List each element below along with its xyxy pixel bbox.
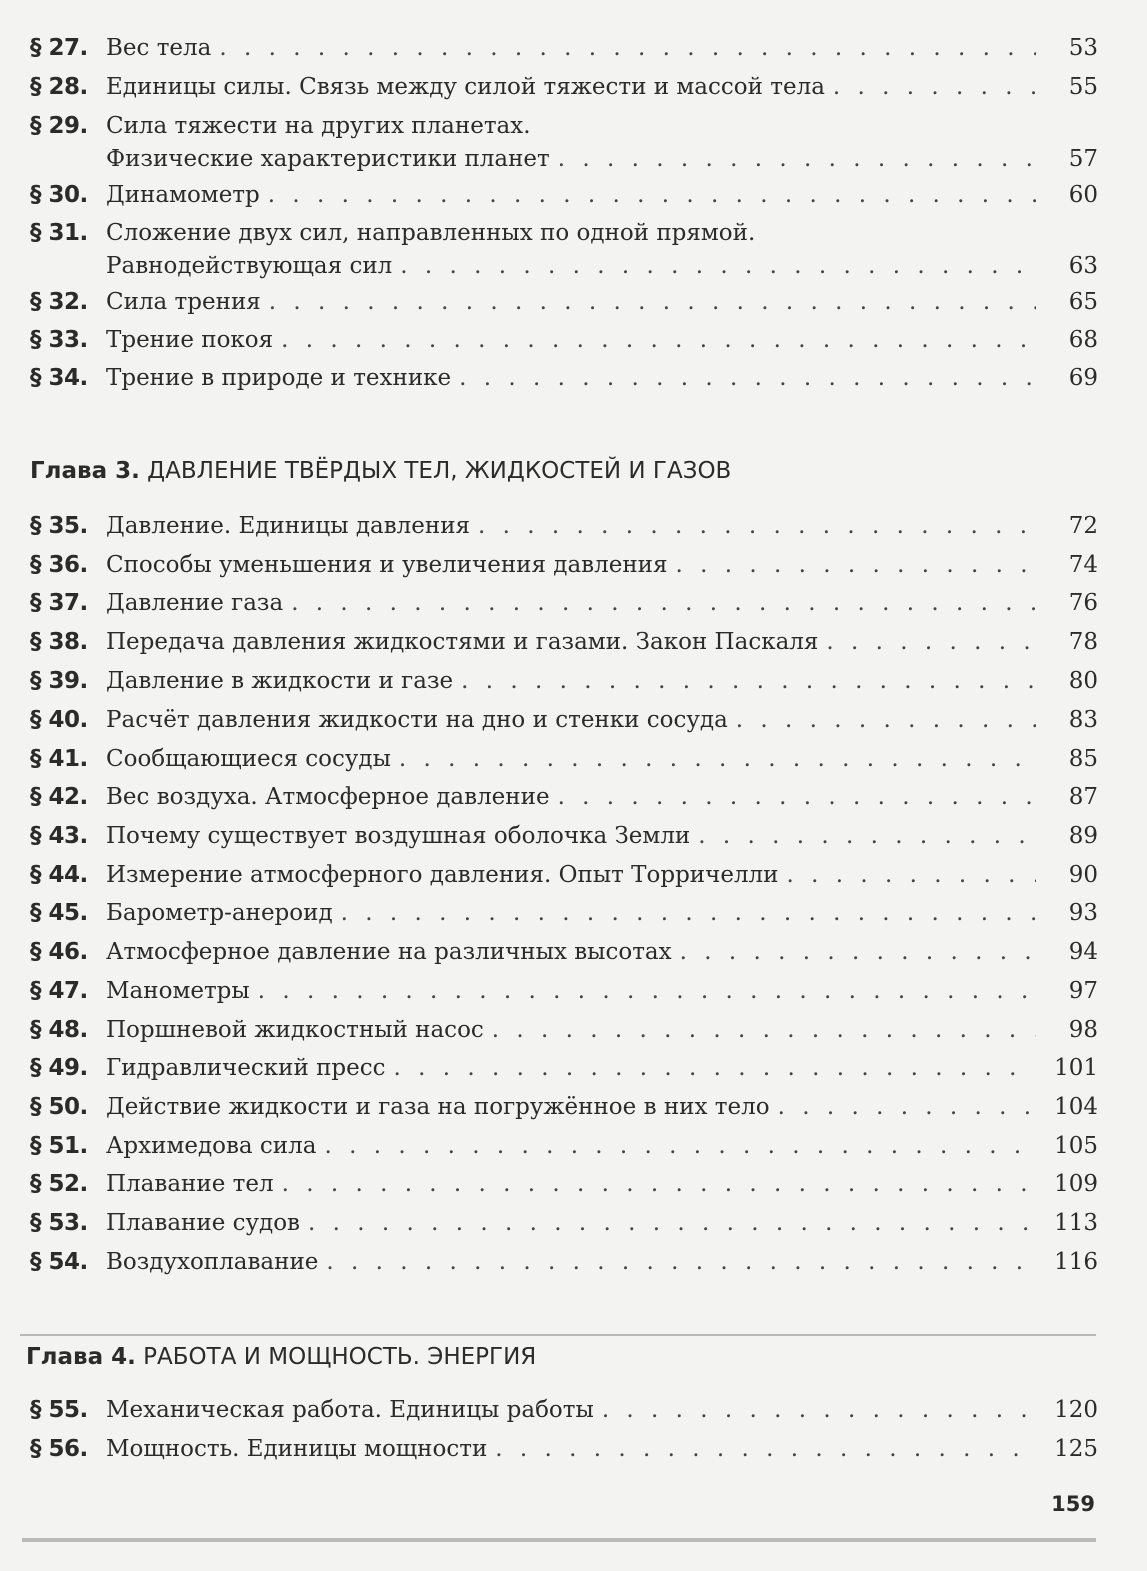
section-title: [106, 180, 1098, 213]
section-title: [106, 511, 1098, 544]
page-ref: 93: [1068, 900, 1098, 926]
section-title: [106, 218, 1098, 284]
section-number: § 56.: [30, 1436, 88, 1462]
dot-leader: [478, 511, 1036, 541]
page-ref: 90: [1068, 862, 1098, 888]
title-text: Вес воздуха. Атмосферное давление: [106, 784, 550, 810]
section-number: § 38.: [30, 629, 88, 655]
title-text: Сообщающиеся сосуды: [106, 746, 391, 772]
section-number: § 42.: [30, 784, 88, 810]
toc-entry: [30, 705, 1098, 738]
page-ref: 83: [1068, 707, 1098, 733]
dot-leader: [736, 705, 1036, 735]
toc-entry: [30, 287, 1098, 320]
dot-leader: [324, 1131, 1036, 1161]
toc-entry: [30, 1092, 1098, 1125]
title-line: [106, 1208, 1098, 1241]
dot-leader: [219, 33, 1036, 63]
page-ref: 63: [1068, 253, 1098, 279]
toc-entry: [30, 1015, 1098, 1048]
title-text: Равнодействующая сил: [106, 253, 393, 279]
title-text: Мощность. Единицы мощности: [106, 1436, 488, 1462]
title-text: Сила тяжести на других планетах.: [106, 113, 531, 139]
title-line: [106, 1131, 1098, 1164]
title-line: [106, 1015, 1098, 1048]
title-line: [106, 1169, 1098, 1202]
toc-entry: [30, 33, 1098, 66]
title-line: [106, 111, 1098, 144]
section-title: [106, 1053, 1098, 1086]
page-ref: 53: [1068, 35, 1098, 61]
section-title: [106, 744, 1098, 777]
chapter-3-title: ДАВЛЕНИЕ ТВЁРДЫХ ТЕЛ, ЖИДКОСТЕЙ И ГАЗОВ: [147, 458, 732, 484]
footer-rule: [22, 1538, 1096, 1542]
section-title: [106, 1208, 1098, 1241]
toc-entry: [30, 72, 1098, 105]
page-ref: 76: [1068, 590, 1098, 616]
page-ref: 72: [1068, 513, 1098, 539]
title-text: Сила трения: [106, 289, 261, 315]
dot-leader: [268, 180, 1036, 210]
toc-entry: [30, 180, 1098, 213]
section-title: [106, 1169, 1098, 1202]
section-title: [106, 1092, 1098, 1125]
title-text: Плавание тел: [106, 1171, 274, 1197]
title-text: Расчёт давления жидкости на дно и стенки сосуда: [106, 707, 728, 733]
title-text: Сложение двух сил, направленных по одной прямой.: [106, 220, 756, 246]
page-ref: 85: [1068, 746, 1098, 772]
dot-leader: [492, 1015, 1036, 1045]
section-number: § 50.: [30, 1094, 88, 1120]
toc-entry: [30, 1208, 1098, 1241]
chapter-3-label: Глава 3.: [30, 458, 140, 484]
dot-leader: [281, 325, 1036, 355]
section-title: [106, 898, 1098, 931]
title-line: [106, 180, 1098, 213]
title-line: [106, 287, 1098, 320]
page-ref: 74: [1068, 552, 1098, 578]
title-line: [106, 1247, 1098, 1280]
dot-leader: [399, 744, 1036, 774]
title-line: [106, 325, 1098, 358]
toc-entry: [30, 1434, 1098, 1467]
title-line: [106, 898, 1098, 931]
dot-leader: [258, 976, 1036, 1006]
dot-leader: [269, 287, 1036, 317]
title-text: Давление. Единицы давления: [106, 513, 471, 539]
section-number: § 30.: [30, 182, 88, 208]
section-number: § 47.: [30, 978, 88, 1004]
title-line: [106, 1053, 1098, 1086]
dot-leader: [282, 1169, 1036, 1199]
section-number: § 28.: [30, 74, 88, 100]
section-number: § 55.: [30, 1397, 88, 1423]
section-number: § 36.: [30, 552, 88, 578]
title-line: [106, 588, 1098, 621]
page-ref: 116: [1054, 1249, 1098, 1275]
title-line: [106, 33, 1098, 66]
dot-leader: [787, 860, 1037, 890]
page-ref: 60: [1068, 182, 1098, 208]
toc-entry: [30, 550, 1098, 583]
dot-leader: [778, 1092, 1036, 1122]
toc-entry: [30, 821, 1098, 854]
section-title: [106, 666, 1098, 699]
chapter-4-heading: [26, 1344, 536, 1370]
dot-leader: [558, 782, 1036, 812]
toc-entry: [30, 325, 1098, 358]
title-text: Плавание судов: [106, 1210, 300, 1236]
section-number: § 44.: [30, 862, 88, 888]
title-text: Манометры: [106, 978, 250, 1004]
dot-leader: [400, 251, 1036, 281]
title-text: Измерение атмосферного давления. Опыт Торричелли: [106, 862, 779, 888]
page-number: 159: [1051, 1492, 1095, 1516]
dot-leader: [826, 627, 1036, 657]
dot-leader: [291, 588, 1036, 618]
section-number: § 41.: [30, 746, 88, 772]
section-number: § 31.: [30, 220, 88, 246]
section-title: [106, 363, 1098, 396]
title-text: Барометр-анероид: [106, 900, 333, 926]
title-text: Вес тела: [106, 35, 212, 61]
title-line: [106, 860, 1098, 893]
toc-entry: [30, 937, 1098, 970]
title-line: [106, 1434, 1098, 1467]
section-number: § 53.: [30, 1210, 88, 1236]
title-line: [106, 666, 1098, 699]
dot-leader: [602, 1395, 1036, 1425]
toc-entry: [30, 111, 1098, 177]
section-title: [106, 1247, 1098, 1280]
chapter-4-title: РАБОТА И МОЩНОСТЬ. ЭНЕРГИЯ: [143, 1344, 537, 1370]
page-ref: 113: [1054, 1210, 1098, 1236]
section-number: § 52.: [30, 1171, 88, 1197]
section-number: § 33.: [30, 327, 88, 353]
section-title: [106, 111, 1098, 177]
page-ref: 55: [1068, 74, 1098, 100]
chapter-3-heading: [30, 458, 731, 484]
section-number: § 32.: [30, 289, 88, 315]
title-text: Давление в жидкости и газе: [106, 668, 454, 694]
section-title: [106, 1395, 1098, 1428]
title-line: [106, 550, 1098, 583]
page-ref: 68: [1068, 327, 1098, 353]
section-title: [106, 782, 1098, 815]
toc-entry: [30, 898, 1098, 931]
title-text: Физические характеристики планет: [106, 146, 550, 172]
section-title: [106, 821, 1098, 854]
title-line: [106, 218, 1098, 251]
title-text: Давление газа: [106, 590, 284, 616]
dot-leader: [308, 1208, 1036, 1238]
toc-entry: [30, 860, 1098, 893]
dot-leader: [558, 144, 1036, 174]
section-title: [106, 937, 1098, 970]
title-text: Динамометр: [106, 182, 260, 208]
section-number: § 35.: [30, 513, 88, 539]
section-title: [106, 1434, 1098, 1467]
section-number: § 45.: [30, 900, 88, 926]
title-line: [106, 705, 1098, 738]
toc-entry: [30, 218, 1098, 284]
title-line: [106, 782, 1098, 815]
section-title: [106, 627, 1098, 660]
title-text: Атмосферное давление на различных высотах: [106, 939, 672, 965]
page-ref: 69: [1068, 365, 1098, 391]
title-line: [106, 511, 1098, 544]
toc-entry: [30, 511, 1098, 544]
toc-entry: [30, 666, 1098, 699]
title-text: Действие жидкости и газа на погружённое в них тело: [106, 1094, 770, 1120]
page-ref: 109: [1054, 1171, 1098, 1197]
section-title: [106, 72, 1098, 105]
page-ref: 94: [1068, 939, 1098, 965]
title-line: [106, 144, 1098, 177]
section-number: § 40.: [30, 707, 88, 733]
dot-leader: [833, 72, 1036, 102]
title-line: [106, 976, 1098, 1009]
title-line: [106, 821, 1098, 854]
toc-entry: [30, 1169, 1098, 1202]
title-line: [106, 251, 1098, 284]
section-title: [106, 1131, 1098, 1164]
page-ref: 57: [1068, 146, 1098, 172]
page-ref: 65: [1068, 289, 1098, 315]
section-number: § 29.: [30, 113, 88, 139]
section-number: § 54.: [30, 1249, 88, 1275]
section-number: § 37.: [30, 590, 88, 616]
title-text: Поршневой жидкостный насос: [106, 1017, 484, 1043]
section-number: § 46.: [30, 939, 88, 965]
page-ref: 87: [1068, 784, 1098, 810]
page-ref: 120: [1054, 1397, 1098, 1423]
toc-entry: [30, 627, 1098, 660]
title-line: [106, 937, 1098, 970]
page-ref: 78: [1068, 629, 1098, 655]
toc-entry: [30, 588, 1098, 621]
dot-leader: [495, 1434, 1036, 1464]
chapter-divider: [20, 1334, 1096, 1336]
title-text: Трение покоя: [106, 327, 274, 353]
title-text: Гидравлический пресс: [106, 1055, 386, 1081]
title-text: Единицы силы. Связь между силой тяжести и массой тела: [106, 74, 825, 100]
page-ref: 104: [1054, 1094, 1098, 1120]
title-line: [106, 1092, 1098, 1125]
section-title: [106, 705, 1098, 738]
dot-leader: [461, 666, 1036, 696]
title-line: [106, 627, 1098, 660]
section-number: § 51.: [30, 1133, 88, 1159]
title-text: Архимедова сила: [106, 1133, 317, 1159]
title-text: Воздухоплавание: [106, 1249, 319, 1275]
chapter-4-label: Глава 4.: [26, 1344, 136, 1370]
dot-leader: [341, 898, 1036, 928]
section-title: [106, 550, 1098, 583]
section-number: § 39.: [30, 668, 88, 694]
toc-entry: [30, 363, 1098, 396]
section-title: [106, 325, 1098, 358]
section-title: [106, 976, 1098, 1009]
toc-entry: [30, 744, 1098, 777]
title-line: [106, 1395, 1098, 1428]
page-ref: 80: [1068, 668, 1098, 694]
section-number: § 34.: [30, 365, 88, 391]
toc-entry: [30, 1131, 1098, 1164]
toc-entry: [30, 976, 1098, 1009]
dot-leader: [698, 821, 1036, 851]
section-number: § 27.: [30, 35, 88, 61]
title-text: Трение в природе и технике: [106, 365, 452, 391]
section-number: § 48.: [30, 1017, 88, 1043]
section-title: [106, 860, 1098, 893]
title-text: Способы уменьшения и увеличения давления: [106, 552, 668, 578]
title-line: [106, 744, 1098, 777]
dot-leader: [459, 363, 1036, 393]
dot-leader: [326, 1247, 1036, 1277]
toc-entry: [30, 1247, 1098, 1280]
section-title: [106, 33, 1098, 66]
title-text: Механическая работа. Единицы работы: [106, 1397, 594, 1423]
section-title: [106, 287, 1098, 320]
dot-leader: [394, 1053, 1036, 1083]
page-ref: 105: [1054, 1133, 1098, 1159]
dot-leader: [680, 937, 1036, 967]
title-text: Почему существует воздушная оболочка Земли: [106, 823, 691, 849]
title-line: [106, 363, 1098, 396]
section-title: [106, 1015, 1098, 1048]
toc-entry: [30, 1053, 1098, 1086]
title-line: [106, 72, 1098, 105]
dot-leader: [676, 550, 1036, 580]
page-ref: 101: [1054, 1055, 1098, 1081]
section-number: § 43.: [30, 823, 88, 849]
page-ref: 98: [1068, 1017, 1098, 1043]
page-ref: 97: [1068, 978, 1098, 1004]
title-text: Передача давления жидкостями и газами. Закон Паскаля: [106, 629, 819, 655]
section-title: [106, 588, 1098, 621]
page-ref: 89: [1068, 823, 1098, 849]
section-number: § 49.: [30, 1055, 88, 1081]
page-ref: 125: [1054, 1436, 1098, 1462]
toc-entry: [30, 1395, 1098, 1428]
toc-entry: [30, 782, 1098, 815]
